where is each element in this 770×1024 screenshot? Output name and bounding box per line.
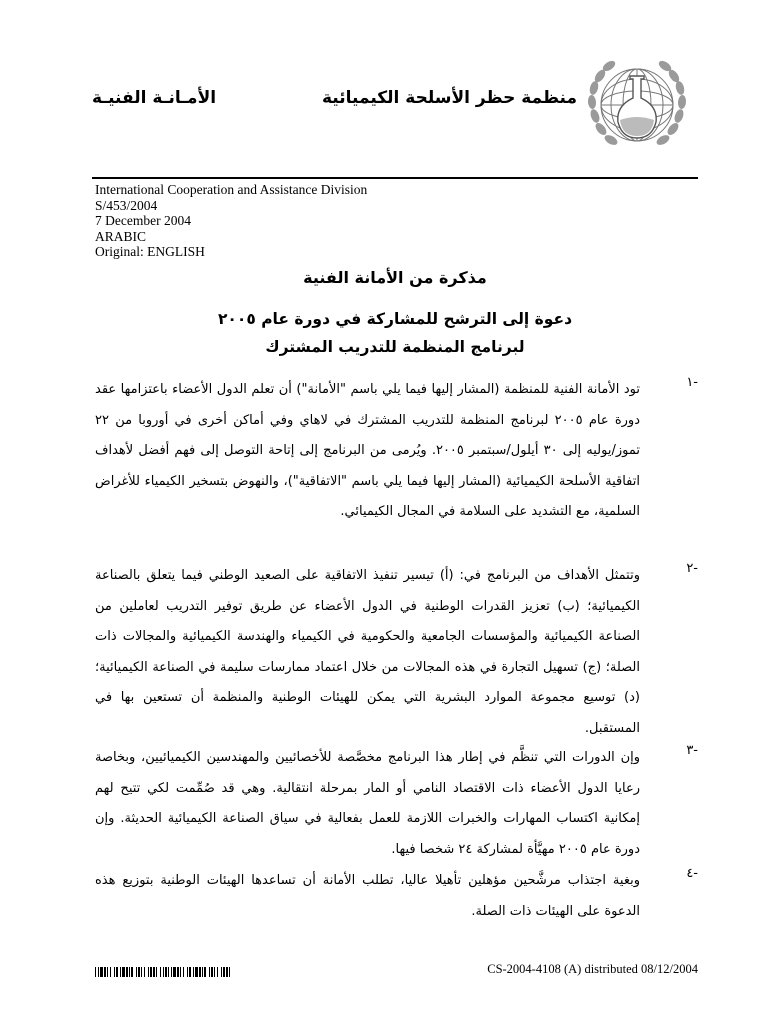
barcode-bar: [195, 967, 198, 977]
barcode-bar: [100, 967, 103, 977]
barcode-bar: [156, 967, 157, 977]
barcode-bar: [98, 967, 99, 977]
barcode-bar: [214, 967, 215, 977]
barcode-bar: [211, 967, 213, 977]
barcode-bar: [165, 967, 167, 977]
barcode-bar: [173, 967, 176, 977]
distribution-code: CS-2004-4108 (A) distributed 08/12/2004: [487, 962, 698, 976]
document-date: 7 December 2004: [95, 213, 191, 228]
organization-title: منظمة حظر الأسلحة الكيميائية: [322, 88, 577, 108]
barcode-bar: [223, 967, 225, 977]
barcode-bar: [177, 967, 179, 977]
barcode-bar: [138, 967, 140, 977]
document-number: S/453/2004: [95, 197, 158, 213]
barcode-bar: [160, 967, 161, 977]
barcode-bar: [163, 967, 164, 977]
division-name: International Cooperation and Assistance Division: [95, 182, 368, 197]
paragraph-number: -٣: [686, 743, 698, 758]
document-language: ARABIC: [95, 228, 147, 244]
barcode-bar: [180, 967, 181, 977]
barcode-bar: [168, 967, 169, 977]
document-header: [0, 0, 770, 180]
barcode-bar: [131, 967, 133, 977]
paragraph-text: وبغية اجتذاب مرشَّحين مؤهلين تأهيلا عاليا، تطلب الأمانة أن تساعدها الهيئات الوطنية بتوزيع هذه الدعوة على الهيئات ذات الصلة.: [95, 873, 640, 919]
barcode-bar: [141, 967, 142, 977]
barcode-bar: [193, 967, 194, 977]
barcode-bar: [122, 967, 125, 977]
barcode-bar: [202, 967, 203, 977]
invitation-title-line1: دعوة إلى الترشح للمشاركة في دورة عام ٢٠٠٥: [217, 310, 573, 328]
secretariat-title: الأمـانـة الفنيـة: [92, 88, 217, 108]
barcode-bar: [221, 967, 222, 977]
barcode-bar: [120, 967, 121, 977]
barcode-bar: [229, 967, 230, 977]
paragraph-number: -١: [686, 375, 698, 390]
paragraph-number: -٢: [686, 561, 698, 576]
paragraph-text: تود الأمانة الفنية للمنظمة (المشار إليها فيما يلي باسم "الأمانة") أن تعلم الدول الأعضاء باعتزامها عقد دورة عام ٢٠٠٥ لبرنامج المنظمة للتدريب المشترك في لاهاي وفي أماكن أخرى في أوروبا من ٢٢ تموز/يوليه إلى ٣٠ أيلول/سبتمبر ٢٠٠٥. ويُرمى من البرنامج إلى إتاحة التوصل إلى فهم أفضل لأهداف اتفاقية الأسلحة الكيميائية (المشار إليها فيما يلي باسم "الاتفاقية")، والنهوض بتسخير الكيمياء للأغراض السلمية، مع التشديد على السلامة في المجال الكيميائي.: [95, 382, 641, 519]
barcode-bar: [209, 967, 210, 977]
note-title: مذكرة من الأمانة الفنية: [303, 268, 487, 287]
barcode-bar: [153, 967, 155, 977]
paragraph-text: وإن الدورات التي تنظَّم في إطار هذا البرنامج مخصَّصة للأخصائيين والمهندسين الكيميائيين، وبخاصة رعايا الدول الأعضاء ذات الاقتصاد النامي أو المار بمرحلة انتقالية. وهي قد صُمِّمت لكي تتيح لهم إمكانية اكتساب المهارات والخبرات اللازمة للعمل بفعالية في سياق الصناعة الكيميائية الحديثة. وإن دورة عام ٢٠٠٥ مهيَّأة لمشاركة ٢٤ شخصا فيها.: [95, 750, 640, 857]
barcode-bar: [126, 967, 128, 977]
paragraph-text: وتتمثل الأهداف من البرنامج في: (أ) تيسير تنفيذ الاتفاقية على الصعيد الوطني فيما يتعلق بالصناعة الكيميائية؛ (ب) تعزيز القدرات الوطنية في الدول الأعضاء عن طريق توفير التدريب لعاملين من الصناعة الكيميائية والمؤسسات الجامعية والحكومية في الكيمياء والهندسة الكيميائية والمجالات ذات الصلة؛ (ج) تسهيل التجارة في هذه المجالات من خلال اعتماد ممارسات سليمة في الصناعة الكيميائية؛ (د) توسيع مجموعة الموارد البشرية التي يمكن للهيئات الوطنية والمنظمة أن تستعين بها في المستقبل.: [95, 568, 640, 736]
barcode-icon: [95, 967, 230, 977]
barcode-bar: [183, 967, 184, 977]
barcode-bar: [95, 967, 96, 977]
barcode-bar: [187, 967, 188, 977]
reference-block: [95, 182, 367, 260]
barcode-bar: [148, 967, 149, 977]
barcode-bar: [171, 967, 172, 977]
barcode-bar: [217, 967, 218, 977]
barcode-bar: [144, 967, 145, 977]
barcode-bar: [129, 967, 130, 977]
barcode-bar: [150, 967, 152, 977]
barcode-bar: [107, 967, 108, 977]
barcode-bar: [226, 967, 228, 977]
barcode-bar: [114, 967, 115, 977]
opcw-emblem-icon: [578, 46, 696, 164]
barcode-bar: [189, 967, 191, 977]
barcode-bar: [116, 967, 118, 977]
barcode-bar: [204, 967, 206, 977]
barcode-bar: [104, 967, 106, 977]
barcode-bar: [110, 967, 111, 977]
paragraph-number: -٤: [686, 866, 698, 881]
barcode-bar: [136, 967, 137, 977]
header-divider: [92, 177, 698, 179]
barcode-bar: [199, 967, 201, 977]
invitation-title-line2: لبرنامج المنظمة للتدريب المشترك: [265, 338, 525, 356]
original-language: Original: ENGLISH: [95, 244, 205, 259]
